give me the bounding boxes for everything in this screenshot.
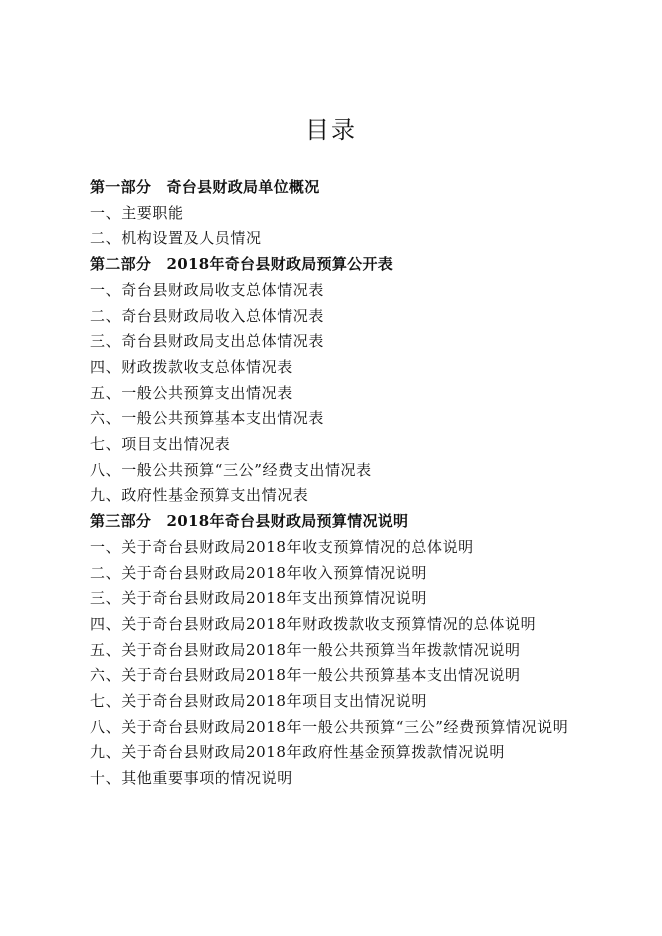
toc-item: 八、一般公共预算“三公”经费支出情况表 [90,460,372,479]
part3-heading: 第三部分 2018年奇台县财政局预算情况说明 [90,512,409,531]
toc-item: 一、关于奇台县财政局2018年收支预算情况的总体说明 [90,537,474,556]
toc-item: 八、关于奇台县财政局2018年一般公共预算“三公”经费预算情况说明 [90,717,569,736]
toc-item: 四、关于奇台县财政局2018年财政拨款收支预算情况的总体说明 [90,614,537,633]
toc-item: 九、政府性基金预算支出情况表 [90,486,309,505]
toc-item: 一、奇台县财政局收支总体情况表 [90,280,325,299]
toc-item: 三、关于奇台县财政局2018年支出预算情况说明 [90,589,427,608]
toc-item: 六、一般公共预算基本支出情况表 [90,409,325,428]
toc-item: 七、项目支出情况表 [90,435,231,454]
toc-item: 七、关于奇台县财政局2018年项目支出情况说明 [90,692,427,711]
part2-heading: 第二部分 2018年奇台县财政局预算公开表 [90,255,394,274]
toc-item: 十、其他重要事项的情况说明 [90,769,293,788]
toc-item: 三、奇台县财政局支出总体情况表 [90,332,325,351]
part1-heading: 第一部分 奇台县财政局单位概况 [90,178,320,196]
page-title: 目录 [305,116,357,144]
toc-item: 二、奇台县财政局收入总体情况表 [90,306,325,325]
toc-item: 六、关于奇台县财政局2018年一般公共预算基本支出情况说明 [90,666,521,685]
toc-item: 五、关于奇台县财政局2018年一般公共预算当年拨款情况说明 [90,640,521,659]
toc-item: 二、机构设置及人员情况 [90,229,262,248]
toc-item: 五、一般公共预算支出情况表 [90,383,293,402]
table-of-contents [90,175,590,792]
toc-item: 四、财政拨款收支总体情况表 [90,357,293,376]
toc-item: 九、关于奇台县财政局2018年政府性基金预算拨款情况说明 [90,743,505,762]
toc-item: 二、关于奇台县财政局2018年收入预算情况说明 [90,563,427,582]
toc-item: 一、主要职能 [90,203,184,222]
